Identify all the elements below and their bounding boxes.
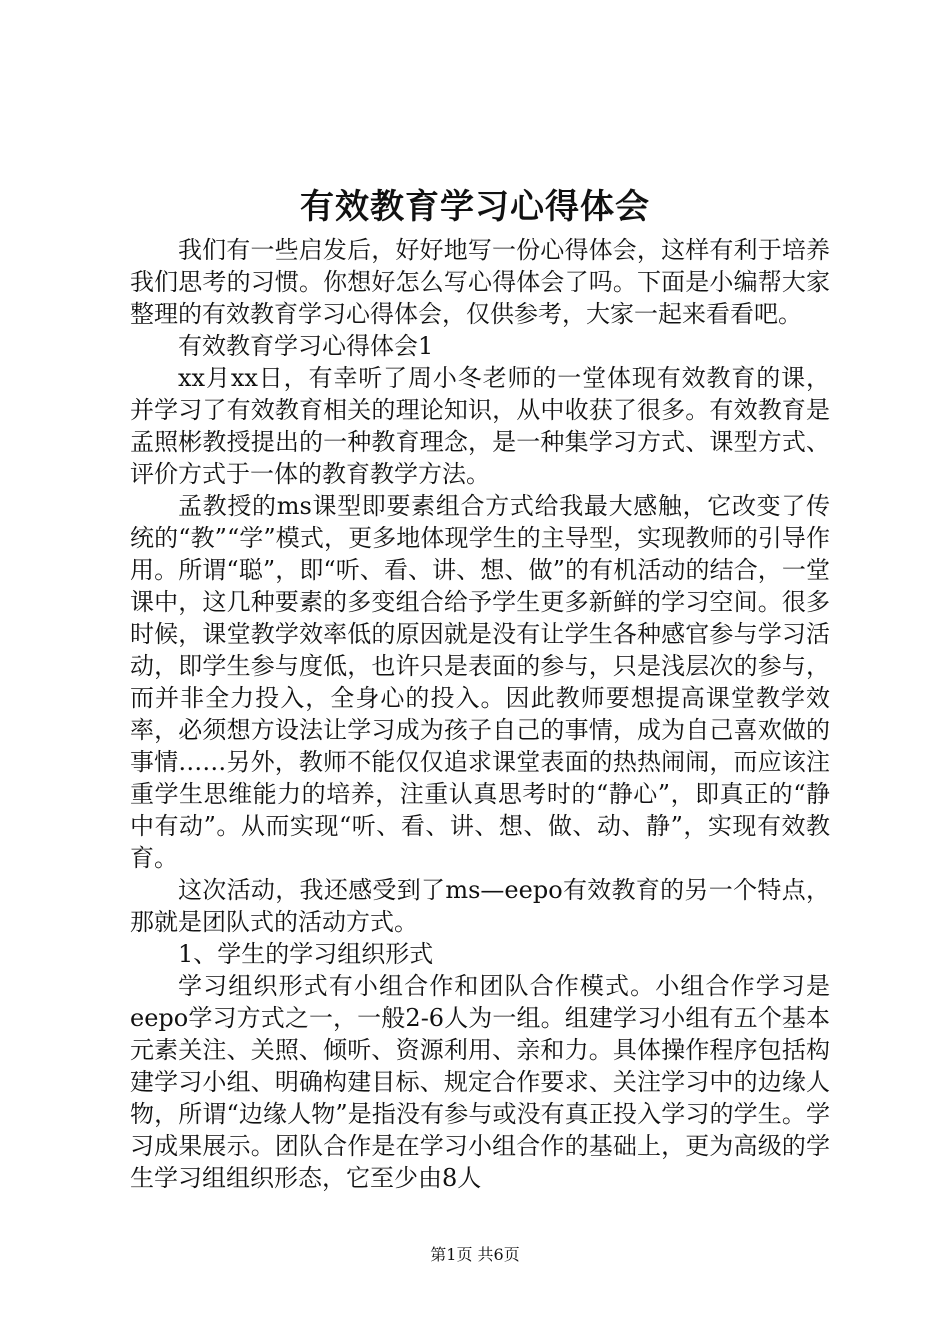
paragraph-event: xx月xx日，有幸听了周小冬老师的一堂体现有效教育的课，并学习了有效教育相关的理论知识，从中收获了很多。有效教育是孟照彬教授提出的一种教育理念，是一种集学习方式、课型方式、评价方式于一体的教育教学方法。 xyxy=(130,364,830,488)
paragraph-intro: 我们有一些启发后，好好地写一份心得体会，这样有利于培养我们思考的习惯。你想好怎么写心得体会了吗。下面是小编帮大家整理的有效教育学习心得体会，仅供参考，大家一起来看看吧。 xyxy=(130,236,830,328)
section-heading-1: 有效教育学习心得体会1 xyxy=(178,332,434,360)
paragraph-organization: 学习组织形式有小组合作和团队合作模式。小组合作学习是eepo学习方式之一，一般2-6人为一组。组建学习小组有五个基本元素关注、关照、倾听、资源利用、亲和力。具体操作程序包括构建学习小组、明确构建目标、规定合作要求、关注学习中的边缘人物，所谓“边缘人物”是指没有参与或没有真正投入学习的学生。学习成果展示。团队合作是在学习小组合作的基础上，更为高级的学生学习组组织形态，它至少由8人 xyxy=(130,972,830,1192)
paragraph-team-activity: 这次活动，我还感受到了ms—eepo有效教育的另一个特点，那就是团队式的活动方式。 xyxy=(130,876,830,936)
page-number: 第1页 共6页 xyxy=(430,1245,520,1264)
subheading-organization: 1、学生的学习组织形式 xyxy=(178,940,434,968)
document-title: 有效教育学习心得体会 xyxy=(300,187,650,227)
document-body xyxy=(130,234,830,1194)
paragraph-ms-course: 孟教授的ms课型即要素组合方式给我最大感触，它改变了传统的“教”“学”模式，更多地体现学生的主导型，实现教师的引导作用。所谓“聪”，即“听、看、讲、想、做”的有机活动的结合，一堂课中，这几种要素的多变组合给予学生更多新鲜的学习空间。很多时候，课堂教学效率低的原因就是没有让学生各种感官参与学习活动，即学生参与度低，也许只是表面的参与，只是浅层次的参与，而并非全力投入，全身心的投入。因此教师要想提高课堂教学效率，必须想方设法让学习成为孩子自己的事情，成为自己喜欢做的事情……另外，教师不能仅仅追求课堂表面的热热闹闹，而应该注重学生思维能力的培养，注重认真思考时的“静心”，即真正的“静中有动”。从而实现“听、看、讲、想、做、动、静”，实现有效教育。 xyxy=(130,492,830,872)
